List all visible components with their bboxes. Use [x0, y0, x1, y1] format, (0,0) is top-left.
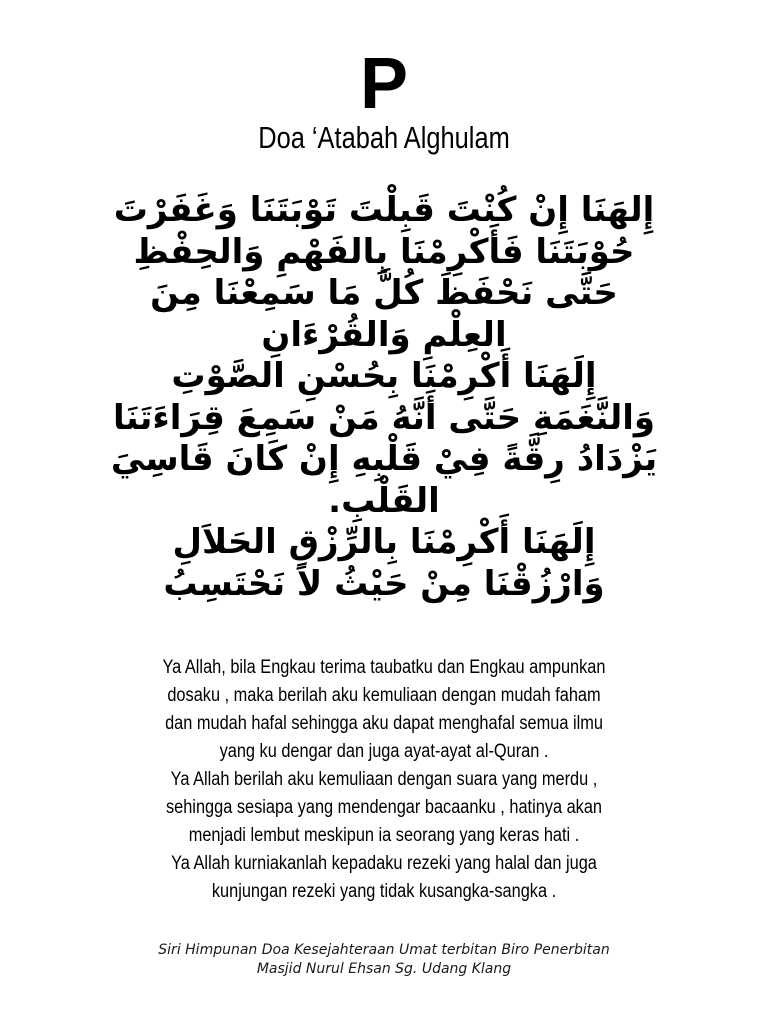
- translation-line: dan mudah hafal sehingga aku dapat menghafal semua ilmu: [165, 713, 603, 734]
- section-letter: P: [359, 44, 409, 124]
- arabic-prayer-text: [90, 190, 678, 605]
- arabic-line: القَلْبِ.: [328, 480, 440, 521]
- translation-line: Ya Allah kurniakanlah kepadaku rezeki yang halal dan juga: [171, 853, 597, 874]
- arabic-line: وَارْزُقْنَا مِنْ حَيْثُ لاَ نَحْتَسِبُ: [163, 563, 605, 604]
- translation-line: sehingga sesiapa yang mendengar bacaanku , hatinya akan: [165, 797, 603, 818]
- page-title: Doa ‘Atabah Alghulam: [258, 120, 510, 155]
- arabic-line: حُوْبَتَنَا فَأَكْرِمْنَا بِالفَهْمِ وَالحِفْظِ: [133, 231, 635, 272]
- arabic-line: يَزْدَادُ رِقَّةً فِيْ قَلْبِهِ إِنْ كَانَ قَاسِيَ: [110, 439, 658, 479]
- arabic-line: العِلْمِ وَالقُرْءَانِ: [261, 314, 507, 355]
- arabic-line: حَتَّى نَحْفَظَ كُلَّ مَا سَمِعْنَا مِنَ: [150, 273, 618, 313]
- arabic-line: وَالنَّغَمَةِ حَتَّى أَنَّهُ مَنْ سَمِعَ قِرَاءَتَنَا: [112, 397, 655, 438]
- translation-line: menjadi lembut meskipun ia seorang yang keras hati .: [188, 825, 580, 846]
- translation-line: yang ku dengar dan juga ayat-ayat al-Quran .: [219, 741, 549, 762]
- arabic-line: إِلَهَنَا أَكْرِمْنَا بِالرِّزْقِ الحَلاَلِ: [172, 522, 596, 562]
- translation-line: Ya Allah, bila Engkau terima taubatku dan Engkau ampunkan: [162, 657, 606, 678]
- footer-line: Masjid Nurul Ehsan Sg. Udang Klang: [256, 961, 512, 977]
- translation-line: Ya Allah berilah aku kemuliaan dengan suara yang merdu ,: [170, 769, 598, 790]
- malay-translation: [84, 654, 684, 906]
- publisher-footer: [84, 941, 684, 979]
- arabic-line: إِلهَنَا إِنْ كُنْتَ قَبِلْتَ تَوْبَتَنَا وَغَفَرْتَ: [113, 190, 655, 230]
- arabic-line: إِلَهَنَا أَكْرِمْنَا بِحُسْنِ الصَّوْتِ: [171, 356, 597, 396]
- translation-line: dosaku , maka berilah aku kemuliaan dengan mudah faham: [167, 685, 601, 706]
- footer-line: Siri Himpunan Doa Kesejahteraan Umat terbitan Biro Penerbitan: [158, 942, 610, 958]
- translation-line: kunjungan rezeki yang tidak kusangka-sangka .: [211, 881, 557, 902]
